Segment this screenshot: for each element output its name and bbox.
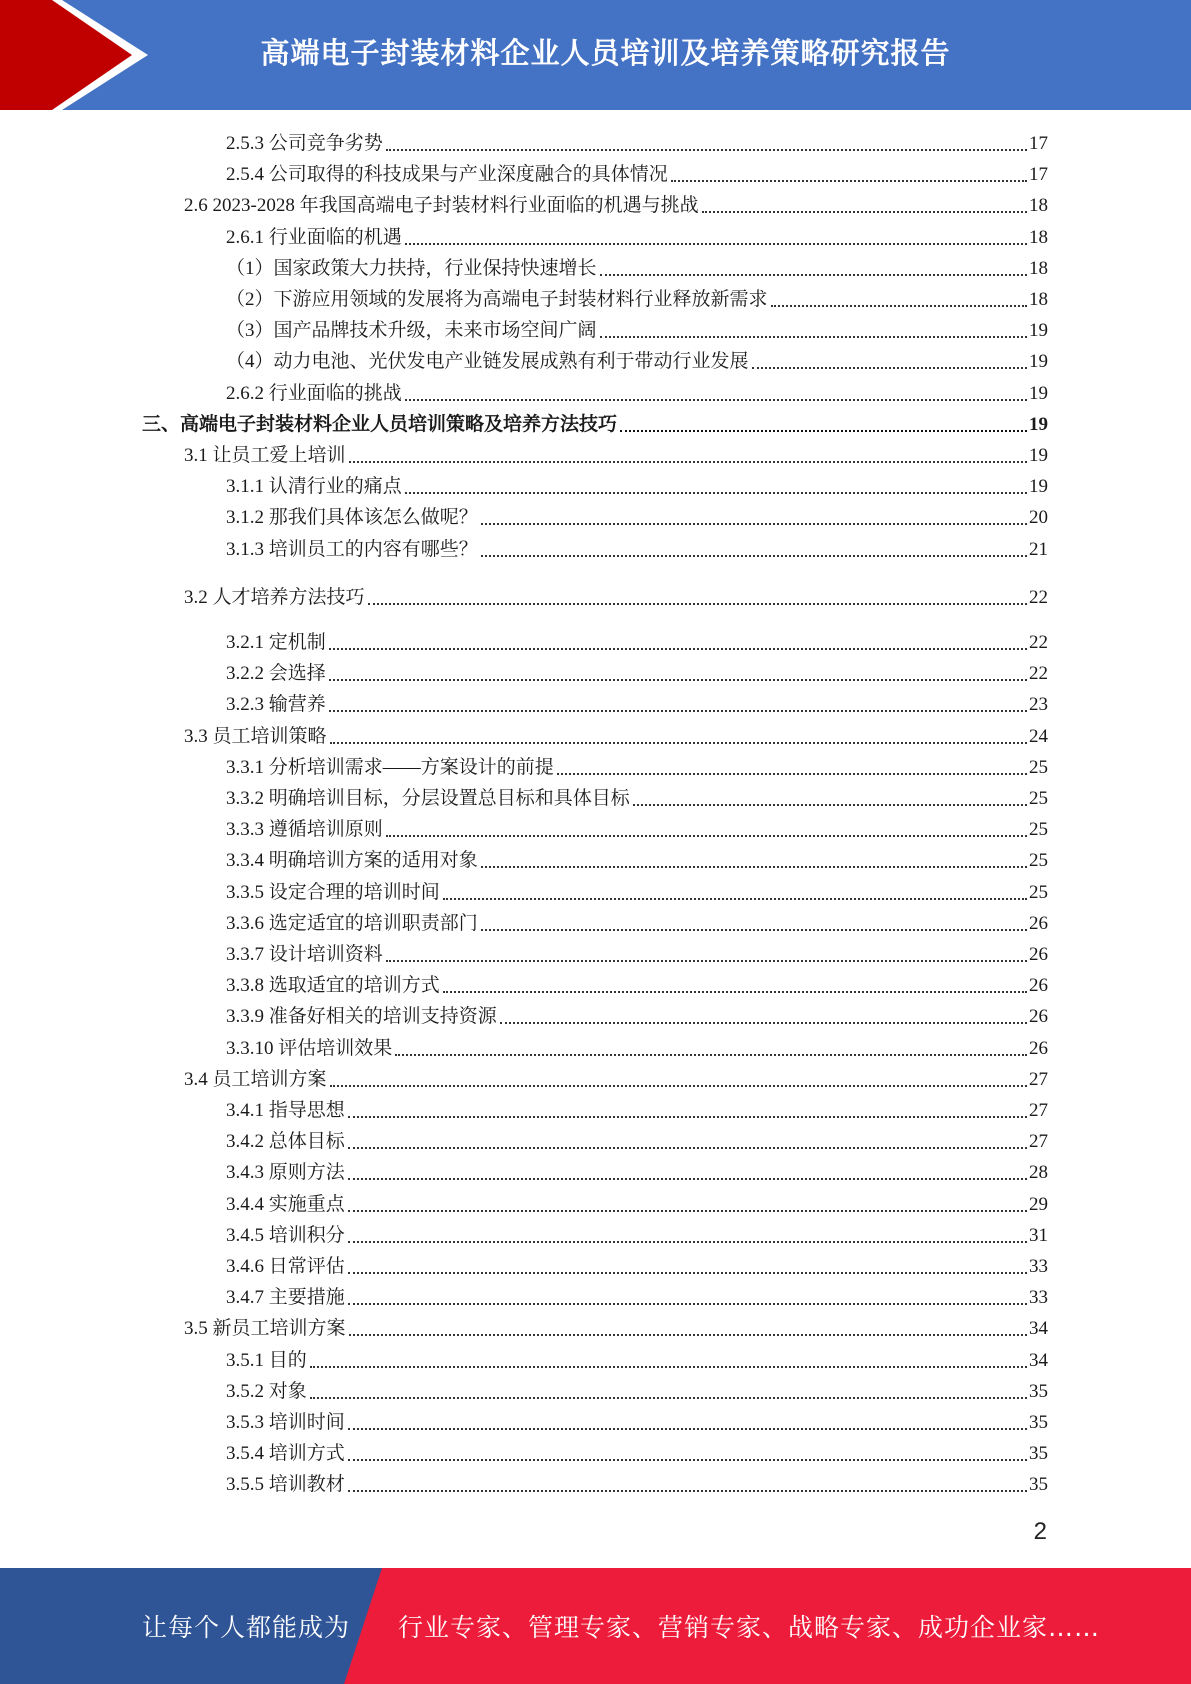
toc-dot-leader bbox=[443, 898, 1027, 900]
toc-dot-leader bbox=[348, 1241, 1027, 1243]
toc-entry[interactable] bbox=[226, 752, 1048, 780]
toc-dot-leader bbox=[500, 1022, 1027, 1024]
toc-dot-leader bbox=[329, 679, 1027, 681]
toc-dot-leader bbox=[395, 1054, 1027, 1056]
toc-dot-leader bbox=[348, 1178, 1027, 1180]
toc-entry-label: 3.4.6 日常评估 bbox=[226, 1256, 345, 1277]
toc-dot-leader bbox=[633, 804, 1027, 806]
toc-entry-page: 27 bbox=[1029, 1131, 1048, 1153]
toc-entry-label: 3.1.3 培训员工的内容有哪些？ bbox=[226, 538, 478, 560]
toc-entry-label: 3.3.4 明确培训方案的适用对象 bbox=[226, 850, 478, 872]
toc-entry-label: 3.4.1 指导思想 bbox=[226, 1100, 345, 1121]
toc-entry-page: 28 bbox=[1029, 1162, 1048, 1184]
toc-entry-label: 3.5 新员工培训方案 bbox=[184, 1318, 346, 1340]
toc-dot-leader bbox=[386, 149, 1027, 151]
toc-entry-label: 3.2.3 输营养 bbox=[226, 694, 326, 716]
toc-dot-leader bbox=[481, 929, 1027, 931]
toc-entry[interactable] bbox=[184, 582, 1048, 610]
toc-entry-page: 17 bbox=[1029, 133, 1048, 154]
toc-entry-page: 34 bbox=[1029, 1318, 1048, 1340]
toc-entry-page: 18 bbox=[1029, 226, 1048, 248]
toc-dot-leader bbox=[368, 603, 1027, 605]
toc-entry[interactable] bbox=[226, 502, 1048, 530]
toc-dot-leader bbox=[557, 773, 1027, 775]
toc-entry-label: 3.3.2 明确培训目标，分层设置总目标和具体目标 bbox=[226, 788, 630, 809]
toc-entry-label: （4）动力电池、光伏发电产业链发展成熟有利于带动行业发展 bbox=[226, 351, 749, 373]
toc-entry-page: 27 bbox=[1029, 1068, 1048, 1090]
toc-entry-label: 三、高端电子封装材料企业人员培训策略及培养方法技巧 bbox=[142, 413, 618, 435]
toc-entry-page: 35 bbox=[1029, 1474, 1048, 1496]
toc-entry-label: 3.4.2 总体目标 bbox=[226, 1131, 345, 1153]
toc-entry[interactable] bbox=[226, 222, 1048, 250]
toc-entry[interactable] bbox=[226, 128, 1048, 156]
toc-dot-leader bbox=[348, 1272, 1027, 1274]
toc-entry[interactable] bbox=[184, 721, 1048, 749]
toc-entry-page: 19 bbox=[1029, 413, 1048, 435]
toc-entry[interactable] bbox=[226, 1469, 1048, 1497]
toc-entry-label: 3.3 员工培训策略 bbox=[184, 725, 327, 747]
toc-entry-label: 3.3.6 选定适宜的培训职责部门 bbox=[226, 912, 478, 934]
toc-entry-label: 3.2 人才培养方法技巧 bbox=[184, 586, 365, 608]
toc-entry-page: 19 bbox=[1029, 445, 1048, 466]
toc-entry[interactable] bbox=[226, 1345, 1048, 1373]
toc-entry-page: 26 bbox=[1029, 975, 1048, 997]
toc-entry-label: 3.5.2 对象 bbox=[226, 1380, 307, 1402]
toc-entry-page: 35 bbox=[1029, 1412, 1048, 1433]
toc-entry-label: 3.4.4 实施重点 bbox=[226, 1193, 345, 1215]
toc-entry-page: 26 bbox=[1029, 1006, 1048, 1028]
toc-dot-leader bbox=[481, 523, 1027, 525]
toc-entry-page: 18 bbox=[1029, 257, 1048, 279]
toc-entry-label: 2.5.4 公司取得的科技成果与产业深度融合的具体情况 bbox=[226, 164, 668, 186]
footer-slogan-left: 让每个人都能成为 bbox=[142, 1613, 351, 1642]
toc-dot-leader bbox=[752, 367, 1027, 369]
toc-entry-label: 3.2.1 定机制 bbox=[226, 632, 326, 653]
toc-entry[interactable] bbox=[184, 440, 1048, 468]
toc-dot-leader bbox=[310, 1366, 1027, 1368]
toc-dot-leader bbox=[481, 555, 1027, 557]
toc-entry[interactable] bbox=[226, 1407, 1048, 1435]
toc-entry-label: 3.5.1 目的 bbox=[226, 1349, 307, 1371]
toc-entry[interactable] bbox=[226, 627, 1048, 655]
toc-entry-page: 18 bbox=[1029, 195, 1048, 217]
toc-entry[interactable] bbox=[226, 1189, 1048, 1217]
toc-entry-page: 25 bbox=[1029, 850, 1048, 872]
toc-entry[interactable] bbox=[226, 658, 1048, 686]
toc-dot-leader bbox=[348, 1490, 1027, 1492]
toc-dot-leader bbox=[386, 835, 1027, 837]
toc-entry-label: 3.1 让员工爱上培训 bbox=[184, 445, 346, 466]
toc-dot-leader bbox=[600, 274, 1027, 276]
toc-entry[interactable] bbox=[226, 1126, 1048, 1154]
toc-entry[interactable] bbox=[226, 1095, 1048, 1123]
toc-entry-label: 3.3.7 设计培训资料 bbox=[226, 944, 383, 965]
toc-entry-page: 34 bbox=[1029, 1349, 1048, 1371]
toc-entry[interactable] bbox=[226, 346, 1048, 374]
toc-entry-page: 35 bbox=[1029, 1443, 1048, 1465]
toc-dot-leader bbox=[405, 399, 1027, 401]
toc-entry-label: 2.5.3 公司竞争劣势 bbox=[226, 133, 383, 154]
toc-entry-label: 3.4 员工培训方案 bbox=[184, 1068, 327, 1090]
toc-entry-page: 23 bbox=[1029, 694, 1048, 716]
toc-entry-label: （1）国家政策大力扶持，行业保持快速增长 bbox=[226, 257, 597, 279]
toc-entry-page: 19 bbox=[1029, 351, 1048, 373]
toc-entry[interactable] bbox=[226, 471, 1048, 499]
toc-entry[interactable] bbox=[226, 939, 1048, 967]
toc-dot-leader bbox=[349, 1334, 1027, 1336]
toc-entry[interactable] bbox=[226, 378, 1048, 406]
toc-entry-label: 3.3.5 设定合理的培训时间 bbox=[226, 881, 440, 903]
toc-entry-label: 3.1.2 那我们具体该怎么做呢？ bbox=[226, 507, 478, 529]
toc-entry[interactable] bbox=[226, 253, 1048, 281]
toc-entry[interactable] bbox=[142, 409, 1048, 437]
toc-entry-page: 26 bbox=[1029, 912, 1048, 934]
toc-dot-leader bbox=[771, 305, 1027, 307]
toc-entry-label: 2.6.2 行业面临的挑战 bbox=[226, 382, 402, 404]
toc-entry-page: 19 bbox=[1029, 320, 1048, 342]
toc-entry-label: （2）下游应用领域的发展将为高端电子封装材料行业释放新需求 bbox=[226, 289, 768, 310]
toc-entry-page: 33 bbox=[1029, 1287, 1048, 1309]
toc-entry[interactable] bbox=[226, 689, 1048, 717]
toc-dot-leader bbox=[348, 1303, 1027, 1305]
toc-entry-page: 26 bbox=[1029, 1037, 1048, 1059]
toc-entry[interactable] bbox=[226, 1033, 1048, 1061]
toc-entry-page: 25 bbox=[1029, 756, 1048, 778]
header-banner bbox=[0, 0, 1191, 110]
toc-entry-label: 2.6.1 行业面临的机遇 bbox=[226, 226, 402, 248]
toc-entry-label: 3.3.10 评估培训效果 bbox=[226, 1037, 393, 1059]
toc-entry-label: 3.2.2 会选择 bbox=[226, 663, 326, 685]
toc-entry[interactable] bbox=[226, 284, 1048, 312]
toc-dot-leader bbox=[310, 1397, 1027, 1399]
toc-dot-leader bbox=[443, 991, 1027, 993]
toc-dot-leader bbox=[620, 430, 1027, 432]
toc-entry-page: 33 bbox=[1029, 1256, 1048, 1277]
toc-entry[interactable] bbox=[226, 783, 1048, 811]
toc-entry[interactable] bbox=[184, 1313, 1048, 1341]
toc-dot-leader bbox=[348, 1116, 1027, 1118]
toc-entry-label: 3.3.8 选取适宜的培训方式 bbox=[226, 975, 440, 997]
toc-entry-page: 22 bbox=[1029, 663, 1048, 685]
toc-entry[interactable] bbox=[226, 159, 1048, 187]
toc-entry-page: 20 bbox=[1029, 507, 1048, 529]
toc-entry-page: 22 bbox=[1029, 586, 1048, 608]
toc-entry-page: 25 bbox=[1029, 881, 1048, 903]
toc-entry[interactable] bbox=[226, 1438, 1048, 1466]
toc-entry-label: 3.3.3 遵循培训原则 bbox=[226, 819, 383, 841]
toc-entry[interactable] bbox=[226, 814, 1048, 842]
toc-entry-label: 3.5.5 培训教材 bbox=[226, 1474, 345, 1496]
toc-entry-page: 18 bbox=[1029, 289, 1048, 310]
toc-entry-label: 3.3.9 准备好相关的培训支持资源 bbox=[226, 1006, 497, 1028]
toc-entry[interactable] bbox=[184, 190, 1048, 218]
toc-entry-label: 3.1.1 认清行业的痛点 bbox=[226, 476, 402, 498]
toc-entry[interactable] bbox=[226, 315, 1048, 343]
toc-dot-leader bbox=[348, 1147, 1027, 1149]
toc-dot-leader bbox=[329, 648, 1027, 650]
toc-entry-page: 27 bbox=[1029, 1100, 1048, 1121]
toc-entry-label: 3.5.4 培训方式 bbox=[226, 1443, 345, 1465]
toc-entry-page: 25 bbox=[1029, 819, 1048, 841]
toc-entry-label: 3.4.3 原则方法 bbox=[226, 1162, 345, 1184]
toc-dot-leader bbox=[349, 461, 1027, 463]
toc-entry-page: 31 bbox=[1029, 1224, 1048, 1246]
report-title: 高端电子封装材料企业人员培训及培养策略研究报告 bbox=[260, 35, 951, 70]
toc-entry-label: 3.3.1 分析培训需求——方案设计的前提 bbox=[226, 756, 554, 778]
page-number: 2 bbox=[1033, 1518, 1047, 1545]
toc-dot-leader bbox=[386, 960, 1027, 962]
toc-entry[interactable] bbox=[226, 1001, 1048, 1029]
toc-entry[interactable] bbox=[184, 1064, 1048, 1092]
toc-entry-page: 19 bbox=[1029, 382, 1048, 404]
toc-entry[interactable] bbox=[226, 1251, 1048, 1279]
toc-entry-page: 26 bbox=[1029, 944, 1048, 965]
toc-entry-page: 29 bbox=[1029, 1193, 1048, 1215]
toc-dot-leader bbox=[348, 1459, 1027, 1461]
toc-entry[interactable] bbox=[226, 1220, 1048, 1248]
footer-slogan-right: 行业专家、管理专家、营销专家、战略专家、成功企业家…… bbox=[398, 1613, 1101, 1642]
toc-entry-page: 17 bbox=[1029, 164, 1048, 186]
toc-dot-leader bbox=[348, 1428, 1027, 1430]
toc-entry[interactable] bbox=[226, 908, 1048, 936]
toc-entry-label: 3.4.7 主要措施 bbox=[226, 1287, 345, 1309]
toc-entry-page: 21 bbox=[1029, 538, 1048, 560]
toc-entry-page: 22 bbox=[1029, 632, 1048, 653]
toc-dot-leader bbox=[600, 336, 1027, 338]
toc-entry-page: 19 bbox=[1029, 476, 1048, 498]
toc-entry-label: 3.4.5 培训积分 bbox=[226, 1224, 345, 1246]
toc-entry[interactable] bbox=[226, 1157, 1048, 1185]
toc-entry[interactable] bbox=[226, 877, 1048, 905]
toc-dot-leader bbox=[348, 1210, 1027, 1212]
toc-dot-leader bbox=[405, 492, 1027, 494]
toc-entry-label: 3.5.3 培训时间 bbox=[226, 1412, 345, 1433]
toc-dot-leader bbox=[702, 211, 1027, 213]
toc-dot-leader bbox=[330, 742, 1027, 744]
toc-entry[interactable] bbox=[226, 845, 1048, 873]
toc-entry[interactable] bbox=[226, 534, 1048, 562]
toc-entry-label: 2.6 2023-2028 年我国高端电子封装材料行业面临的机遇与挑战 bbox=[184, 195, 699, 217]
toc-entry[interactable] bbox=[226, 1376, 1048, 1404]
toc-entry-page: 35 bbox=[1029, 1380, 1048, 1402]
footer-banner bbox=[0, 1568, 1191, 1684]
toc-entry[interactable] bbox=[226, 970, 1048, 998]
toc-entry-page: 24 bbox=[1029, 725, 1048, 747]
toc-entry-page: 25 bbox=[1029, 788, 1048, 809]
toc-dot-leader bbox=[330, 1085, 1027, 1087]
toc-entry[interactable] bbox=[226, 1282, 1048, 1310]
toc-dot-leader bbox=[405, 243, 1027, 245]
toc-dot-leader bbox=[329, 710, 1027, 712]
toc-dot-leader bbox=[481, 866, 1027, 868]
toc-entry-label: （3）国产品牌技术升级，未来市场空间广阔 bbox=[226, 320, 597, 342]
toc-dot-leader bbox=[671, 180, 1027, 182]
